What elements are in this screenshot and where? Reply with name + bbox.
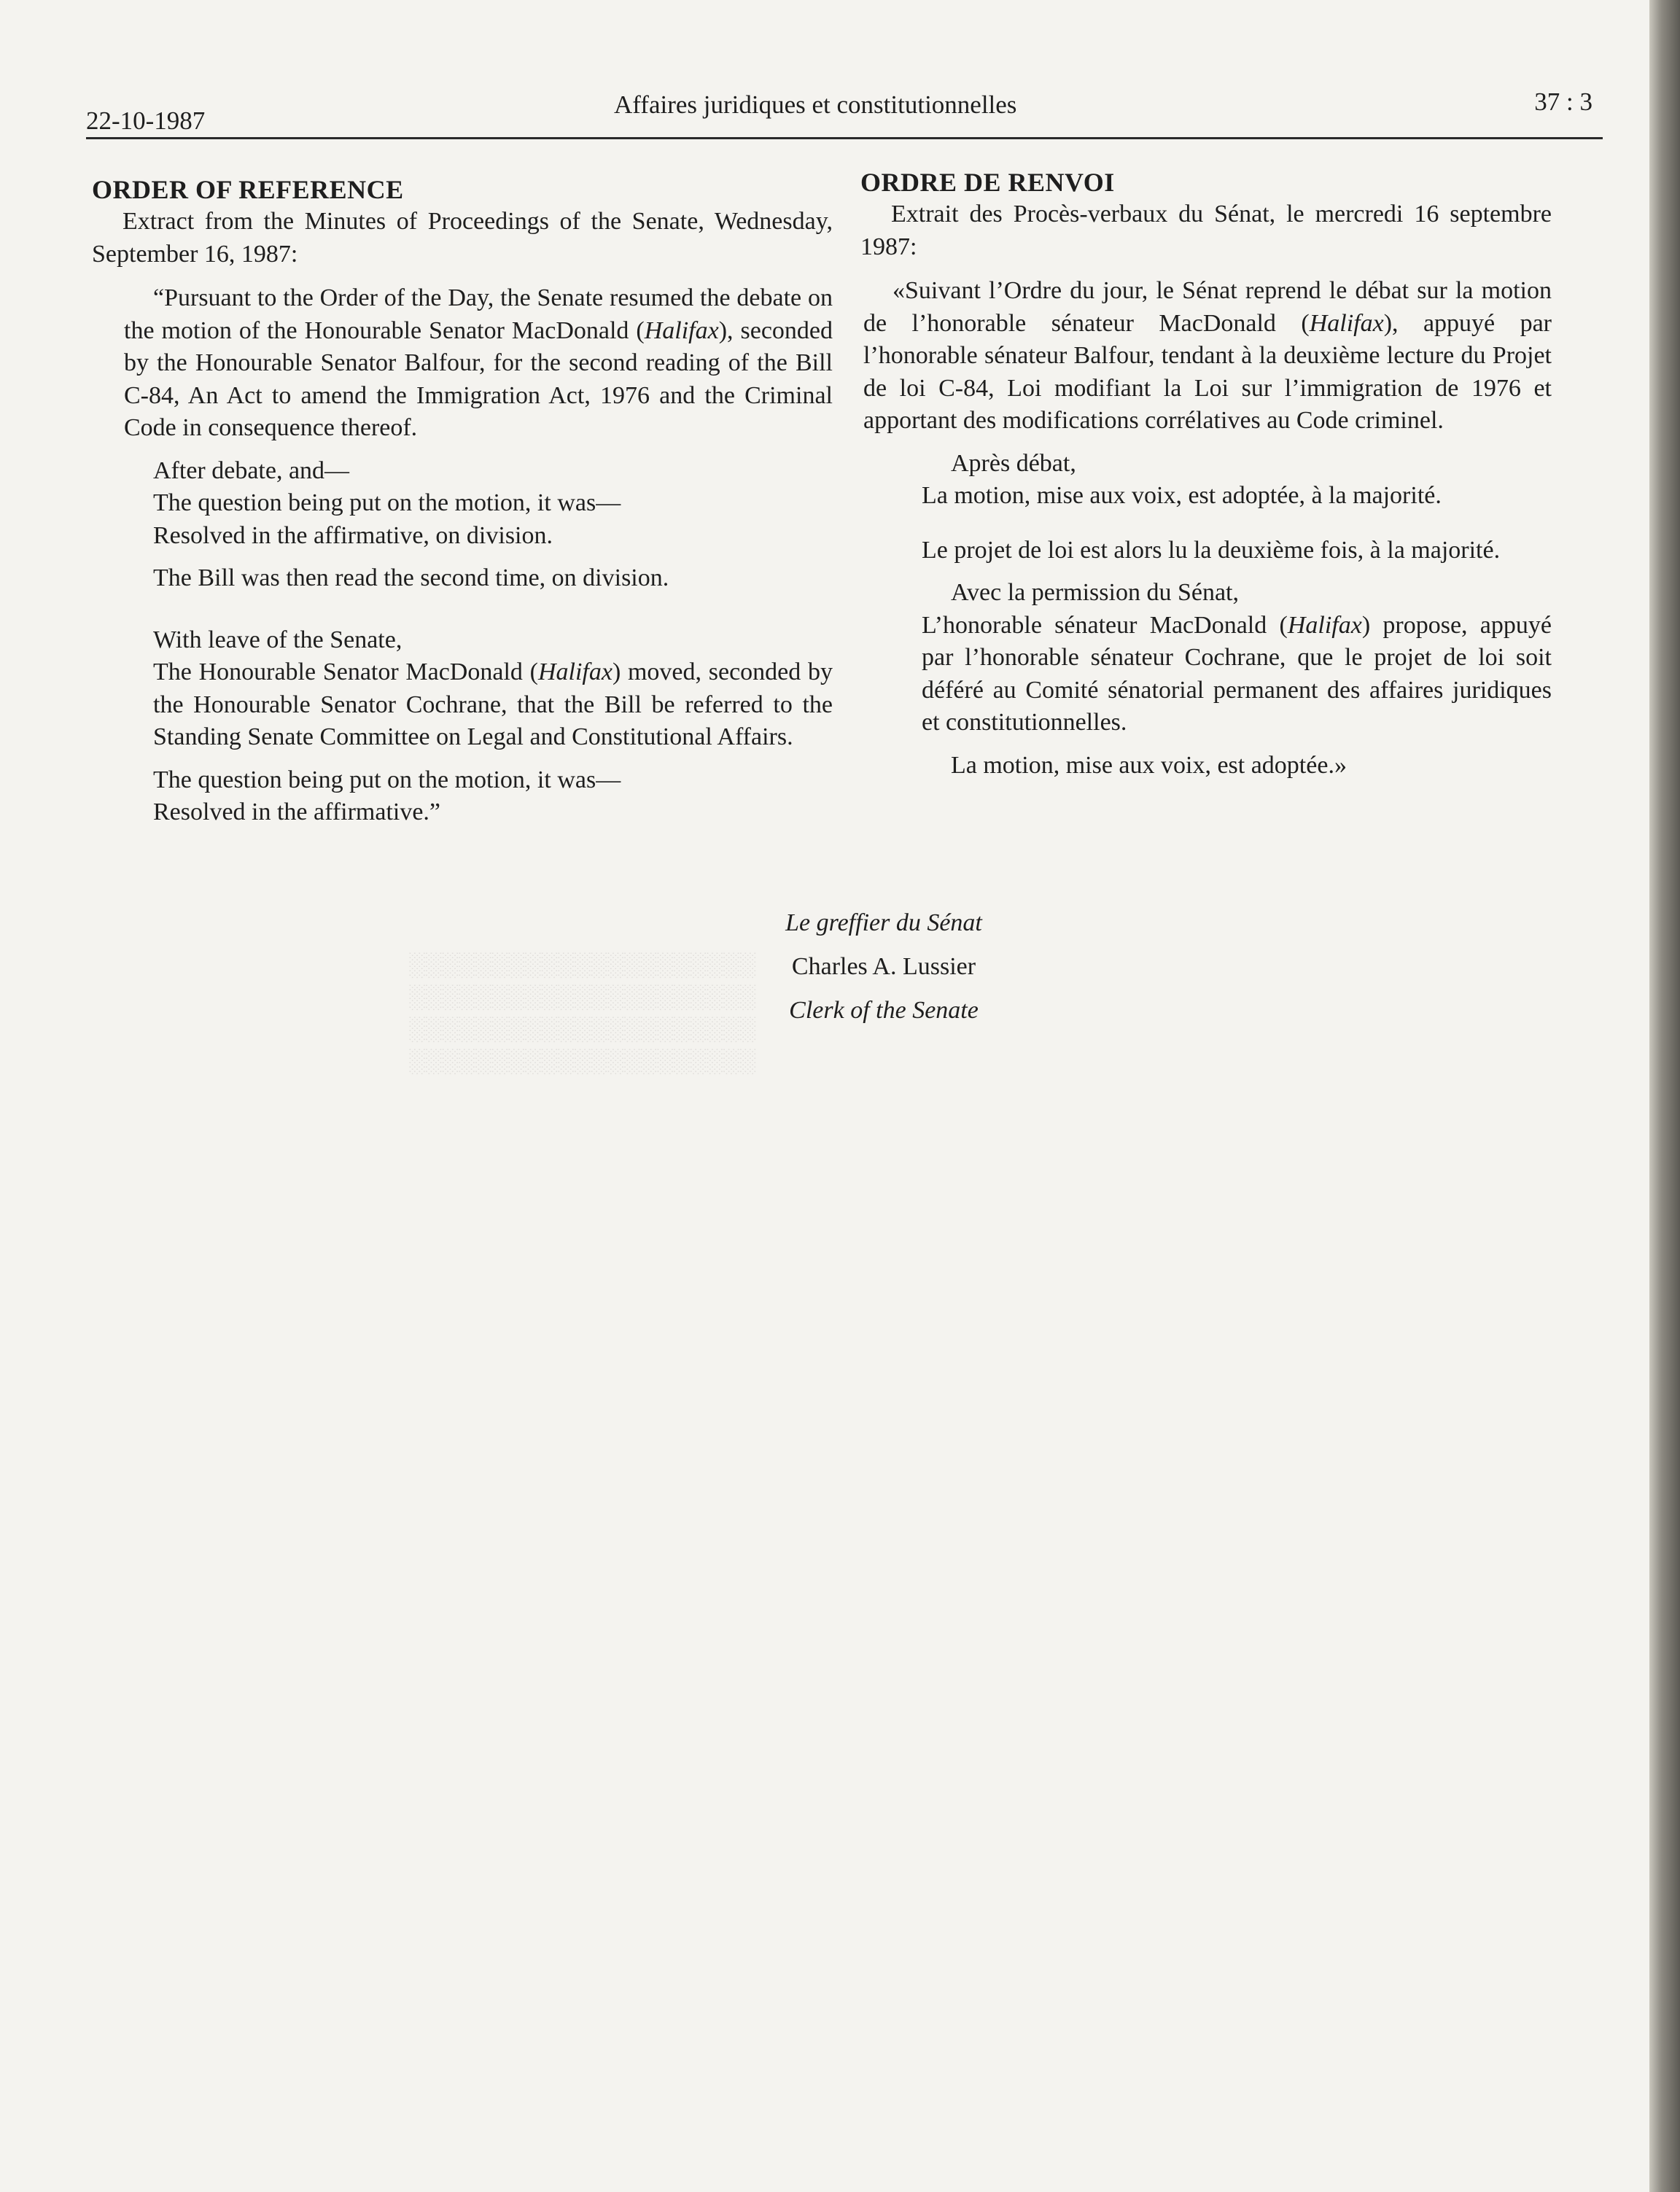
english-quote-text-a: “Pursuant to the Order of the Day, the Senate resumed the debate on the motion of the Honourable Senator MacDonald ( bbox=[124, 284, 833, 344]
running-title: Affaires juridiques et constitutionnelles bbox=[614, 90, 1017, 119]
propose-text-b: ) propose, appuyé par l’honorable sénateur Cochrane, que le projet de loi soit déféré au Comité sénatorial permanent des affaires juridiques et constitutionnelles. bbox=[922, 611, 1552, 736]
clerk-title-english: Clerk of the Senate bbox=[789, 997, 979, 1024]
header-date: 22-10-1987 bbox=[86, 106, 206, 135]
resolved-line-2: Resolved in the affirmative.” bbox=[153, 798, 441, 825]
page-binding-shadow bbox=[1649, 0, 1680, 2192]
deuxieme-fois-paragraph: Le projet de loi est alors lu la deuxième fois, à la majorité. bbox=[922, 536, 1501, 564]
motion-line-2: La motion, mise aux voix, est adoptée.» bbox=[951, 751, 1347, 779]
english-quote bbox=[124, 282, 833, 829]
moved-halifax: Halifax bbox=[537, 658, 612, 685]
motion-line-1: La motion, mise aux voix, est adoptée, à la majorité. bbox=[922, 482, 1442, 509]
second-reading-line: The Bill was then read the second time, on division. bbox=[153, 564, 669, 591]
order-of-reference-heading: ORDER OF REFERENCE bbox=[92, 175, 404, 204]
propose-halifax: Halifax bbox=[1287, 611, 1362, 639]
french-quote-paragraph bbox=[860, 275, 1552, 438]
moved-paragraph bbox=[124, 656, 833, 754]
page-header bbox=[86, 79, 1603, 139]
question-line-2: The question being put on the motion, it was— bbox=[153, 766, 621, 793]
propose-text-a: L’honorable sénateur MacDonald ( bbox=[922, 611, 1288, 639]
bleed-through-text: ░░░░░░░░░░░░░░░░░░░░░ ░░░░░░░░░░░░░░░░░░░░░ ░░░░░░░░░░░░░░░░░░░░░ ░░░░░░░░░░░░░░░░░░░░░ bbox=[408, 951, 756, 1073]
resolved-line-1: Resolved in the affirmative, on division. bbox=[153, 521, 553, 549]
ordre-de-renvoi-heading: ORDRE DE RENVOI bbox=[860, 168, 1115, 197]
english-quote-paragraph bbox=[124, 282, 833, 445]
french-quote-text-a: «Suivant l’Ordre du jour, le Sénat reprend le débat sur la motion de l’honorable sénateur MacDonald ( bbox=[863, 277, 1552, 337]
english-column bbox=[92, 174, 833, 829]
moved-text-b: ) moved, seconded by the Honourable Senator Cochrane, that the Bill be referred to the Standing Senate Committee on Legal and Constitutional Affairs. bbox=[153, 658, 833, 750]
english-quote-halifax: Halifax bbox=[644, 316, 719, 344]
french-quote-halifax: Halifax bbox=[1309, 309, 1384, 337]
propose-paragraph bbox=[922, 610, 1552, 739]
apres-debat-line: Après débat, bbox=[951, 449, 1076, 477]
english-intro: Extract from the Minutes of Proceedings of the Senate, Wednesday, September 16, 1987: bbox=[92, 208, 833, 268]
avec-permission-line: Avec la permission du Sénat, bbox=[951, 579, 1240, 606]
page-number: 37 : 3 bbox=[1534, 88, 1592, 116]
question-line-1: The question being put on the motion, it was— bbox=[153, 489, 621, 516]
signature-block bbox=[738, 904, 1030, 1035]
with-leave-line: With leave of the Senate, bbox=[153, 626, 402, 653]
clerk-name: Charles A. Lussier bbox=[791, 953, 976, 980]
english-quote-text-b: ), seconded by the Honourable Senator Balfour, for the second reading of the Bill C-84, An Act to amend the Immigration Act, 1976 and the Criminal Code in consequence thereof. bbox=[124, 316, 833, 441]
moved-text-a: The Honourable Senator MacDonald ( bbox=[153, 658, 538, 685]
french-intro: Extrait des Procès-verbaux du Sénat, le mercredi 16 septembre 1987: bbox=[860, 201, 1552, 260]
after-debate-line: After debate, and— bbox=[153, 456, 350, 484]
clerk-title-french: Le greffier du Sénat bbox=[785, 909, 982, 936]
french-quote-text-b: ), appuyé par l’honorable sénateur Balfour, tendant à la deuxième lecture du Projet de loi C-84, Loi modifiant la Loi sur l’immigration de 1976 et apportant des modifications corrélatives au Code criminel. bbox=[863, 309, 1552, 434]
french-column bbox=[860, 168, 1552, 782]
french-quote bbox=[863, 275, 1552, 782]
